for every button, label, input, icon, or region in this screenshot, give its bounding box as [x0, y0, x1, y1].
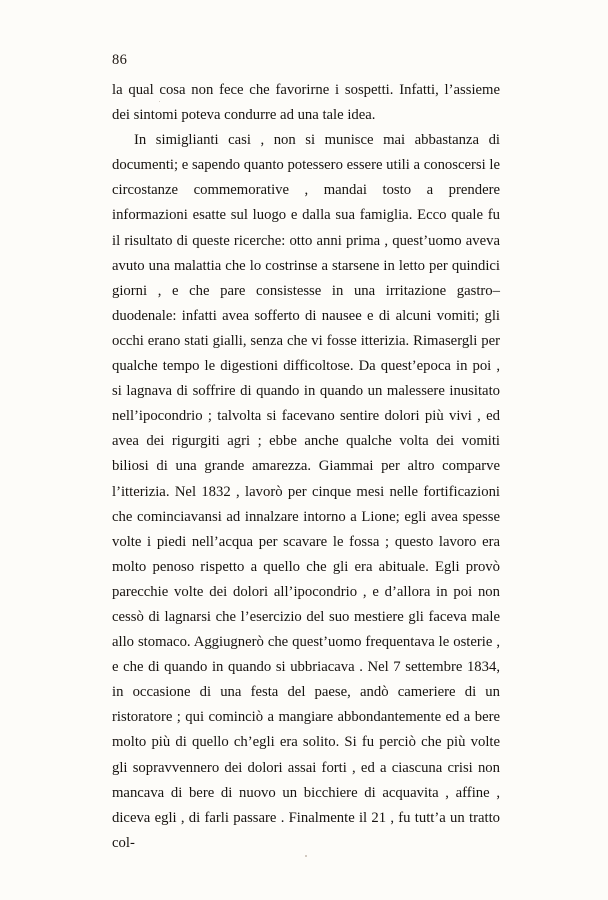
page-number: 86	[112, 52, 128, 68]
page-speck	[305, 855, 307, 857]
paragraph: la qual cosa non fece che favorirne i sospetti. Infatti, l’assieme dei sintomi poteva condurre ad una tale idea.	[112, 82, 500, 124]
page-text-body	[112, 78, 500, 856]
paragraph: In simiglianti casi , non si munisce mai abbastanza di documenti; e sapendo quanto potessero essere utili a conoscersi le circostanze commemorative , mandai tosto a prendere informazioni esatte sul luogo e dalla sua famiglia. Ecco quale fu il risultato di queste ricerche: otto anni prima , quest’uomo aveva avuto una malattia che lo costrinse a starsene in letto per quindici giorni , e che pare consistesse in una irritazione gastro–duodenale: infatti avea sofferto di nausee e di alcuni vomiti; gli occhi erano stati gialli, senza che vi fosse itterizia. Rimasergli per qualche tempo le digestioni difficoltose. Da quest’epoca in poi , si lagnava di soffrire di quando in quando un malessere inusitato nell’ipocondrio ; talvolta si facevano sentire dolori più vivi , ed avea dei rigurgiti agri ; ebbe anche qualche volta dei vomiti biliosi di una grande amarezza. Giammai per altro comparve l’itterizia. Nel 1832 , lavorò per cinque mesi nelle fortificazioni che cominciavansi ad innalzare intorno a Lione; egli avea spesse volte i piedi nell’acqua per scavare le fossa ; questo lavoro era molto penoso rispetto a quello che gli era abituale. Egli provò parecchie volte dei dolori all’ipocondrio , e d’allora in poi non cessò di lagnarsi che l’esercizio del suo mestiere gli faceva male allo stomaco. Aggiugnerò che quest’uomo frequentava le osterie , e che di quando in quando si ubbriacava . Nel 7 settembre 1834, in occasione di una festa del paese, andò cameriere di un ristoratore ; qui cominciò a mangiare abbondantemente ed a bere molto più di quello ch’egli era solito. Si fu perciò che più volte gli sopravvennero dei dolori assai forti , ed a ciascuna crisi non mancava di bere di nuovo un bicchiere di acquavita , affine , diceva egli , di farli passare . Finalmente il 21 , fu tutt’a un tratto col-	[112, 132, 500, 851]
page-speck	[159, 101, 160, 102]
